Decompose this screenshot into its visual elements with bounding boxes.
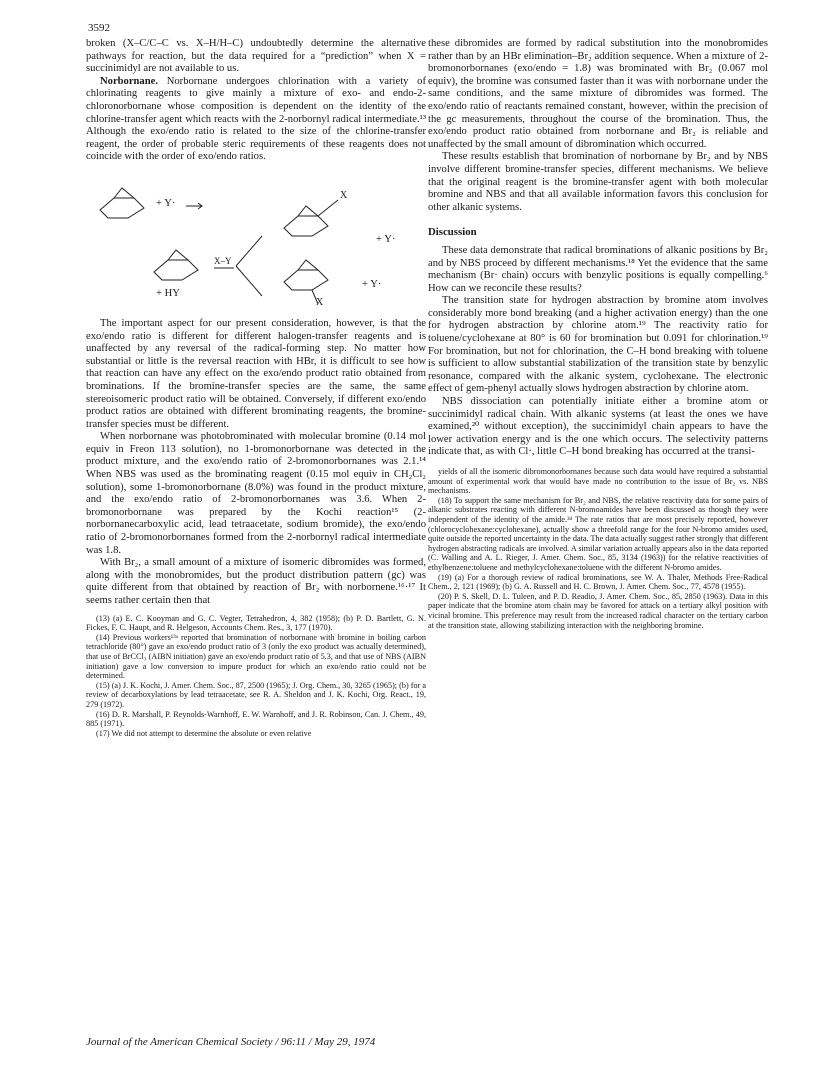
footnotes-left: [86, 614, 426, 739]
paragraph-norbornane-text: Norbornane undergoes chlorination with a variety of chlorinating reagents to give mainly a mixture of exo- and endo-2-chloronorbornane whose composition is dependent on the identity of the chlorine-transfer agent which reacts with the 2-norbornyl radical intermediate.¹³ Although the exo/endo ratio is related to the size of the chlorine-transfer reagent, the order of probable steric requirements of these reagents does not coincide with the order of exo/endo ratios.: [86, 75, 426, 163]
footnote-14: (14) Previous workers¹³ᵃ reported that bromination of norbornane with bromine in boiling carbon tetrachloride (80°) gave an exo/endo product ratio of 3 (only the exo product was actually determined), that use of BrCCl₃ (AIBN initiation) gave an exo/endo product ratio of 5.3, and that use of NBS (AIBN initiation) gave a low conversion to impure product for which an exo/endo ratio could not be determined.: [86, 632, 426, 681]
branch-lines: [236, 236, 262, 296]
footnote-20: (20) P. S. Skell, D. L. Tuleen, and P. D. Readio, J. Amer. Chem. Soc., 85, 2850 (1963). Data in this paper indicate that the bromine atom chain may be favored for attack on a tertiary alkyl position with vicinal bromine. This preference may result from the increased radical character on the tertiary carbon at the transition state, allowing stabilizing interaction with the neighboring bromine.: [428, 591, 768, 630]
left-column: [86, 38, 426, 738]
section-heading-discussion: Discussion: [428, 226, 477, 239]
runin-heading-norbornane: Norbornane.: [100, 75, 158, 87]
norbornyl-radical-structure: [154, 250, 198, 280]
paragraph-transition-state: The transition state for hydrogen abstraction by bromine atom involves considerably more bond breaking (and a higher activation energy) than the one for hydrogen abstraction by chlorine atom.¹⁹ The reactivity ratio for toluene/cyclohexane at 80° is 60 for bromination but 0.091 for chlorination.¹⁹ For bromination, but not for chlorination, the C–H bond breaking with toluene is sufficient to allow substantial stabilization of the transition state by benzylic resonance, compared with the alkanic system, cyclohexane. The electronic effect of gem-phenyl actually slows hydrogen abstraction by chlorine atom.: [428, 295, 768, 395]
right-column: [428, 38, 768, 630]
exo-product-structure: [284, 200, 338, 236]
scheme-x-y: X–Y: [214, 255, 232, 266]
paragraph-important-aspect: The important aspect for our present consideration, however, is that the exo/endo ratio is different for different halogen-transfer reagents and is unaffected by any reversal of the radical-forming step. No matter how substantial or little is the reversal reaction with HBr, it is difficult to see how that reaction can have any effect on the exo/endo product ratio obtained from brominations. If the bromine-transfer species are the same, the same stereoisomeric product ratio will be obtained. Conversely, if different exo/endo product ratios are obtained with different brominating reagents, the bromine-transfer species must be different.: [86, 317, 426, 430]
footnote-13: (13) (a) E. C. Kooyman and G. C. Vegter, Tetrahedron, 4, 382 (1958); (b) P. D. Bartlett, G. N. Fickes, F. C. Haupt, and R. Helgeson, Accounts Chem. Res., 3, 177 (1970).: [86, 613, 426, 633]
reaction-arrow: [186, 203, 202, 209]
footnote-18: (18) To support the same mechanism for Br₂ and NBS, the relative reactivity data for some pairs of alkanic substrates reacting with different N-bromoamides have been discussed as though they were independent of the identity of the amide.³ᵈ The rate ratios that are most precisely reported, however (chlorocyclohexane:cyclohexane), actually show a threefold range for the four N-bromo amides used, quite outside the reported uncertainty in the data. The data actually suggest rather strongly that different hydrogen abstracting radicals are involved. A similar variation actually appears also in the data reported (C. Walling and A. L. Rieger, J. Amer. Chem. Soc., 85, 3134 (1963)) for the relative reactivities of ethylbenzene:toluene and methylcyclohexane:toluene with the different N-bromo amides.: [428, 495, 768, 572]
paragraph-photobromination: When norbornane was photobrominated with molecular bromine (0.14 mol equiv in Freon 113 solution), no 1-bromonorbornane was detected in the product mixture, and the exo/endo ratio of 2-bromonorbornanes was 2.1.¹⁴ When NBS was used as the brominating reagent (0.15 mol equiv in CH₂Cl₂ solution), some 1-bromonorbornane (8.0%) was found in the product mixture, and the exo/endo ratio of 2-bromonorbornanes was 3.6. When 2-bromonorbornane was prepared by the Kochi reaction¹⁵ (2-norbornanecarboxylic acid, lead tetraacetate, sodium bromide), the exo/endo ratio of 2-bromonorbornanes formed from the 2-norbornyl radical intermediate was 1.8.: [86, 431, 426, 556]
paragraph-nbs-dissociation: NBS dissociation can potentially initiate either a bromine atom or succinimidyl radical chain. With alkanic systems (at least the ones we have examined,²⁰ without exception), the succinimidyl chain appears to have the lower activation energy and is the one which occurs. The selectivity patterns indicate that, as with Cl·, little C–H bond breaking has occurred at the transi-: [428, 396, 768, 458]
scheme-plus-y-exo: + Y·: [376, 233, 396, 245]
scheme-x-exo: X: [340, 189, 348, 201]
journal-footer: Journal of the American Chemical Society / 96:11 / May 29, 1974: [86, 1036, 376, 1048]
footnote-19: (19) (a) For a thorough review of radical brominations, see W. A. Thaler, Methods Free-Radical Chem., 2, 121 (1969); (b) G. A. Russell and H. C. Brown, J. Amer. Chem. Soc., 77, 4578 (1955).: [428, 572, 768, 592]
footnote-15: (15) (a) J. K. Kochi, J. Amer. Chem. Soc., 87, 2500 (1965); J. Org. Chem., 30, 3265 (1965); (b) for a review of decarboxylations by lead tetraacetate, see R. A. Sheldon and J. K. Kochi, Org. React., 19, 279 (1972).: [86, 680, 426, 709]
paragraph-dibromide-formation: these dibromides are formed by radical substitution into the monobromides rather than by an HBr elimination–Br₂ addition sequence. When a mixture of 2-bromonorbornanes (exo/endo = 1.8) was brominated with Br₂ (0.067 mol equiv), the bromine was consumed faster than it was with norbornane under the same conditions, and the same mixture of dibromides was formed. The exo/endo ratio of reactants remained constant, however, within the precision of the gc measurements, throughout the course of the bromination. Thus, the exo/endo product ratio obtained from norbornane and Br₂ is reliable and unaffected by the small amount of dibromination which occurred.: [428, 38, 768, 150]
footnotes-right: [428, 467, 768, 630]
paragraph-intro: broken (X–C/C–C vs. X–H/H–C) undoubtedly determine the alternative pathways for reaction, but the data required for a “prediction” when X = succinimidyl are not available to us.: [86, 38, 426, 75]
paragraph-dibromides: With Br₂, a small amount of a mixture of isomeric dibromides was formed, along with the monobromides, but the product distribution pattern (gc) was quite different from that obtained by reaction of Br₂ with norbornene.¹⁶·¹⁷ It seems rather certain then that: [86, 557, 426, 606]
paragraph-results: These results establish that bromination of norbornane by Br₂ and by NBS involve different bromine-transfer species, different mechanisms. We believe that the original reagent is the bromine-transfer agent with both molecular bromine and NBS and that all available information favors this conclusion for other alkanic systems.: [428, 151, 768, 213]
footnote-16: (16) D. R. Marshall, P. Reynolds-Warnhoff, E. W. Warnhoff, and J. R. Robinson, Can. J. Chem., 49, 885 (1971).: [86, 709, 426, 729]
footnote-17-continued: yields of all the isomeric dibromonorbornanes because such data would have required a substantial amount of experimental work that would have made no contribution to the issue of Br₂ vs. NBS mechanisms.: [428, 467, 768, 496]
paragraph-norbornane: [86, 76, 426, 164]
scheme-plus-y: + Y·: [156, 197, 176, 209]
footnote-17: (17) We did not attempt to determine the absolute or even relative: [96, 728, 312, 738]
paragraph-data-demonstrate: These data demonstrate that radical brominations of alkanic positions by Br₂ and by NBS proceed by different mechanisms.¹⁸ Yet the evidence that the same mechanism (Br· chain) occurs with benzylic positions is equally compelling.⁶ How can we reconcile these results?: [428, 244, 768, 294]
scheme-plus-y-endo: + Y·: [362, 278, 382, 290]
page-number: 3592: [88, 22, 110, 34]
reaction-scheme: [86, 176, 426, 308]
scheme-plus-hy: + HY: [156, 287, 180, 299]
scheme-x-endo: X: [316, 296, 324, 308]
norbornane-structure: [100, 188, 144, 218]
